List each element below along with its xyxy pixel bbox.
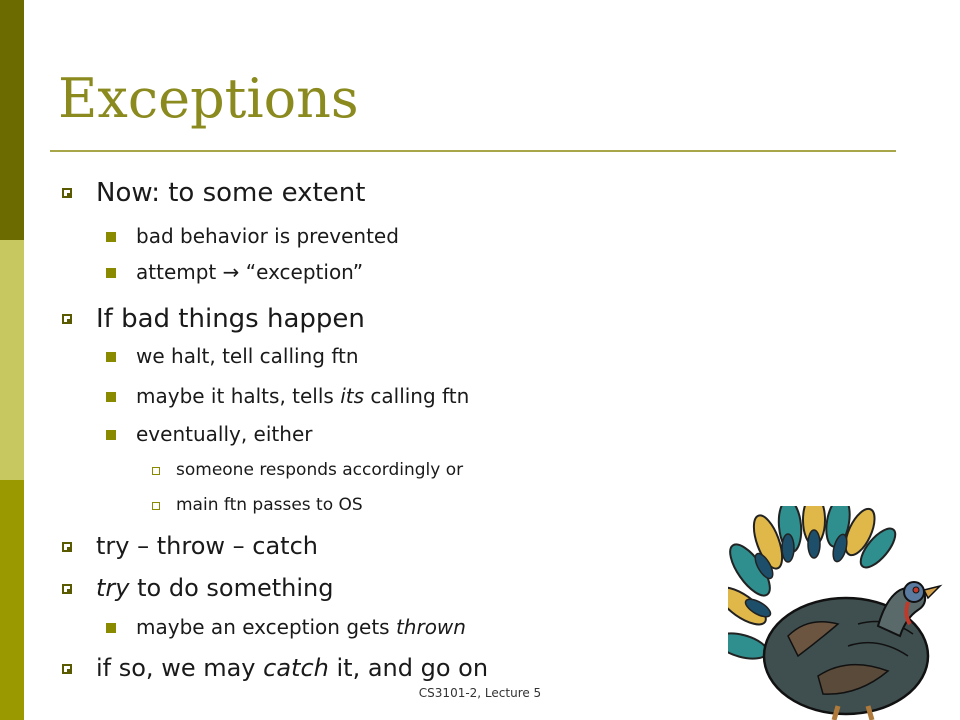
bullet-text: someone responds accordingly or <box>176 460 464 480</box>
bullet-text <box>96 656 488 680</box>
bullet-text-before: if so, we may <box>96 654 264 682</box>
bullet-text: we halt, tell calling ftn <box>136 344 359 368</box>
filled-square-bullet-icon <box>106 430 116 440</box>
bullet-text <box>136 386 469 406</box>
left-accent-band-dark <box>0 0 24 240</box>
title-divider <box>50 150 896 152</box>
slide-footer: CS3101-2, Lecture 5 <box>418 686 542 700</box>
bullet-text-before: maybe it halts, tells <box>136 384 341 408</box>
square-bullet-icon <box>62 664 72 674</box>
filled-square-bullet-icon <box>106 352 116 362</box>
filled-square-bullet-icon <box>106 268 116 278</box>
bullet-text-after: it, and go on <box>328 654 489 682</box>
bullet-text: eventually, either <box>136 422 313 446</box>
filled-square-bullet-icon <box>106 623 116 633</box>
bullet-text: main ftn passes to OS <box>176 495 363 515</box>
bullet-text-prefix: attempt <box>136 260 223 284</box>
bullet-text <box>96 576 333 600</box>
bullet-text-after: to do something <box>129 574 334 602</box>
left-accent-band-mid <box>0 480 24 720</box>
bullet-text <box>136 617 466 637</box>
bullet-text: try – throw – catch <box>96 532 318 560</box>
bullet-text-suffix: “exception” <box>239 260 364 284</box>
filled-square-bullet-icon <box>106 232 116 242</box>
bullet-text-emphasis: catch <box>263 654 329 682</box>
bullet-text: bad behavior is prevented <box>136 224 399 248</box>
bullet-text <box>136 262 363 282</box>
bullet-text-emphasis: thrown <box>395 615 466 639</box>
square-bullet-icon <box>62 584 72 594</box>
slide-title: Exceptions <box>58 67 359 130</box>
bullet-text-after: calling ftn <box>364 384 470 408</box>
outline-square-bullet-icon <box>152 467 160 475</box>
turkey-clipart-icon <box>728 506 960 720</box>
bullet-text-emphasis: try <box>96 574 130 602</box>
right-arrow-icon: → <box>222 260 240 284</box>
bullet-text-before: maybe an exception gets <box>136 615 396 639</box>
filled-square-bullet-icon <box>106 392 116 402</box>
square-bullet-icon <box>62 188 72 198</box>
square-bullet-icon <box>62 314 72 324</box>
bullet-text: Now: to some extent <box>96 178 366 208</box>
outline-square-bullet-icon <box>152 502 160 510</box>
bullet-text: If bad things happen <box>96 304 365 334</box>
left-accent-band-light <box>0 240 24 480</box>
square-bullet-icon <box>62 542 72 552</box>
bullet-text-emphasis: its <box>340 384 365 408</box>
